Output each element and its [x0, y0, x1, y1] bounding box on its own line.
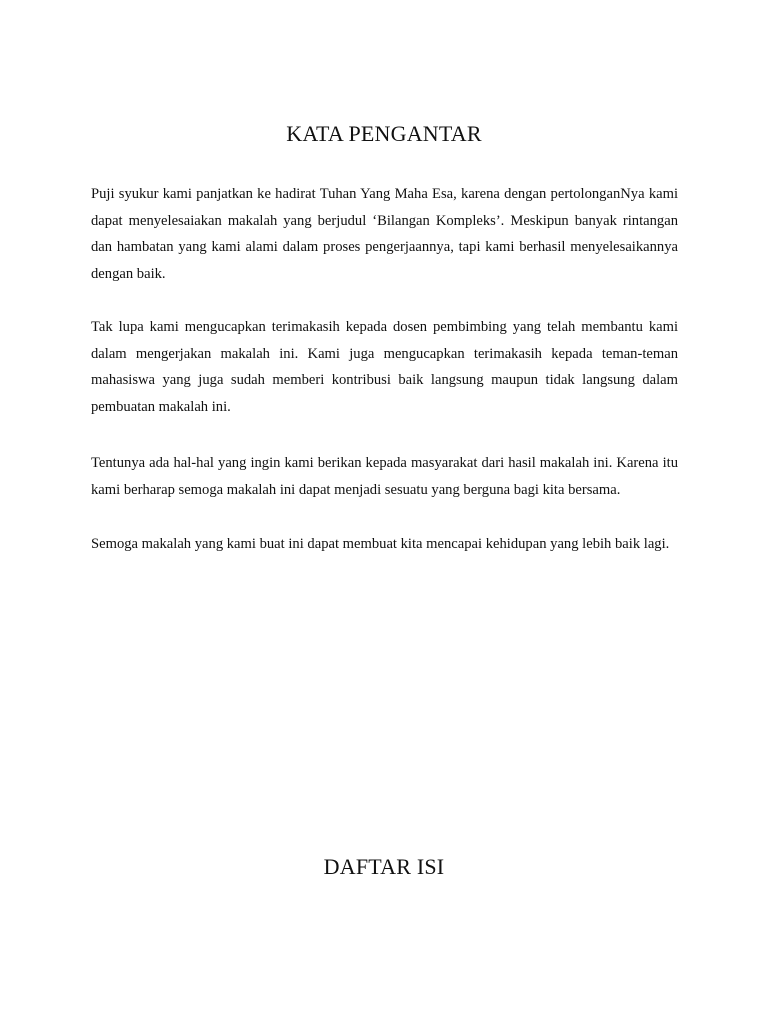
- page-title: KATA PENGANTAR: [286, 121, 482, 146]
- paragraph-hope: Tentunya ada hal-hal yang ingin kami berikan kepada masyarakat dari hasil makalah ini. Karena itu kami berharap semoga makalah ini dapat menjadi sesuatu yang berguna bagi kita bersama.: [91, 455, 678, 498]
- paragraph-thanks: Tak lupa kami mengucapkan terimakasih kepada dosen pembimbing yang telah membantu kami dalam mengerjakan makalah ini. Kami juga mengucapkan terimakasih kepada teman-teman mahasiswa yang juga sudah memberi kontribusi baik langsung maupun tidak langsung dalam pembuatan makalah ini.: [91, 319, 678, 415]
- paragraph-gratitude: Puji syukur kami panjatkan ke hadirat Tuhan Yang Maha Esa, karena dengan pertolonganNya kami dapat menyelesaiakan makalah yang berjudul ‘Bilangan Kompleks’. Meskipun banyak rintangan dan hambatan yang kami alami dalam proses pengerjaannya, tapi kami berhasil menyelesaikannya dengan baik.: [91, 186, 678, 282]
- paragraph-closing: Semoga makalah yang kami buat ini dapat membuat kita mencapai kehidupan yang lebih baik lagi.: [91, 536, 670, 552]
- section-title-table-of-contents: DAFTAR ISI: [323, 854, 445, 879]
